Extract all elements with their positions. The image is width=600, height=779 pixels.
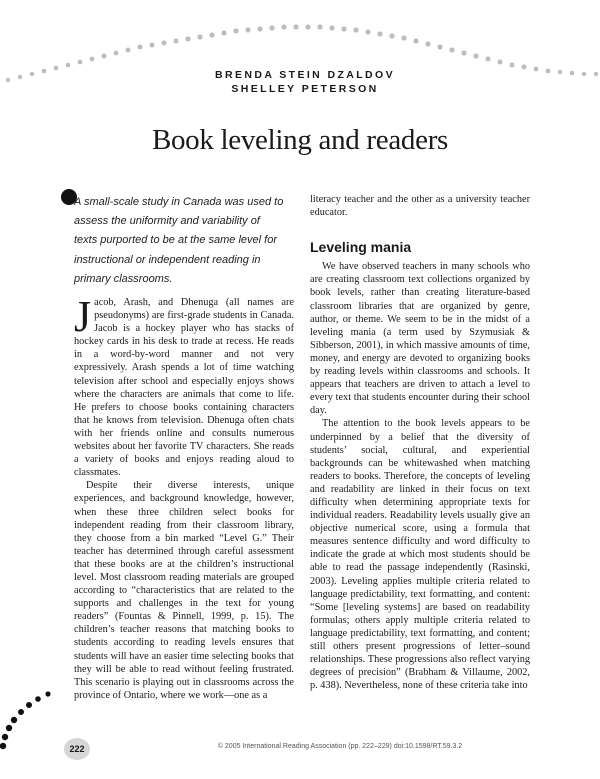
body-paragraph: literacy teacher and the other as a university teacher educator.	[310, 194, 530, 219]
footer-citation: © 2005 International Reading Association (pp. 222–229) doi:10.1598/RT.59.3.2	[217, 743, 463, 750]
decorative-dot-arc-bottom	[0, 690, 80, 779]
author-block	[170, 68, 440, 96]
section-heading: Leveling mania	[310, 239, 412, 256]
body-paragraph	[74, 292, 294, 479]
drop-cap: J	[74, 292, 92, 341]
article-title: Book leveling and readers	[151, 124, 449, 156]
left-column	[74, 292, 294, 702]
body-paragraph: We have observed teachers in many schools who are creating classroom text collections organized by book levels, rather than creating literature-based classroom libraries that are organized by genre, author, or theme. We seem to be in the midst of a leveling mania (a term used by Szymusiak & Sibberson, 2001), in which massive amounts of time, money, and energy are devoted to organizing books by reading levels within classrooms and schools. It appears that teachers are driven to attach a level to every text that students encounter during their school day.	[310, 261, 530, 417]
paragraph-text: acob, Arash, and Dhenuga (all names are pseudonyms) are first-grade students in Canada. Jacob is a hockey player who has stacks of hockey cards in his desk to trade at recess. He reads in a word-by-word manner and not very expressively. Arash spends a lot of time watching television after school and especially enjoys shows where the characters are animals that come to life. He prefers to choose books containing characters that he knows from television. Dhenuga often chats with her friends online and consults numerous websites about her favorite TV characters. She reads a variety of books and enjoys reading aloud to classmates.	[74, 297, 294, 479]
author-name: SHELLEY PETERSON	[231, 83, 379, 95]
page-number: 222	[64, 738, 90, 760]
body-paragraph: The attention to the book levels appears to be underpinned by a belief that the diversity of students’ social, cultural, and experiential backgrounds can be whitewashed when matching readers to books. Therefore, the concepts of leveling and readability are linked in their focus on text difficulty when determining appropriate texts for individual readers. Readability levels usually give an objective numerical score, using a formula that measures sentence difficulty and word difficulty to indicate the grade at which most students should be able to read the passage independently (Rasinski, 2003). Leveling applies multiple criteria related to language predictability, text formatting, and content: “Some [leveling systems] are based on readability formulas; others apply multiple criteria related to language predictability, text formatting, and content; still others present progressions of letter–sound relationships. These progressions also reflect varying degrees of precision” (Brabham & Villaume, 2002, p. 438). Nevertheless, none of these criteria take into	[310, 418, 530, 692]
pull-quote: A small-scale study in Canada was used to assess the uniformity and variability of texts purported to be at the same level for instructional or independent reading in primary classrooms.	[74, 196, 284, 285]
author-name: BRENDA STEIN DZALDOV	[214, 69, 396, 81]
right-column	[310, 193, 530, 692]
body-paragraph: Despite their diverse interests, unique experiences, and background knowledge, however, when these three children select books for independent reading from their classroom library, they choose from a bin marked “Level G.” Their teacher has determined through careful assessment that these books are at the children’s instructional level. Most classroom reading materials are grouped according to “characteristics that are related to the supports and challenges in the text for young readers” (Fountas & Pinnell, 1999, p. 15). The children’s teacher reasons that matching books to students according to reading levels ensures that students will have an easier time selecting books that they will be able to read without feeling frustrated. This scenario is playing out in classrooms across the province of Ontario, where we work—one as a	[74, 480, 294, 701]
